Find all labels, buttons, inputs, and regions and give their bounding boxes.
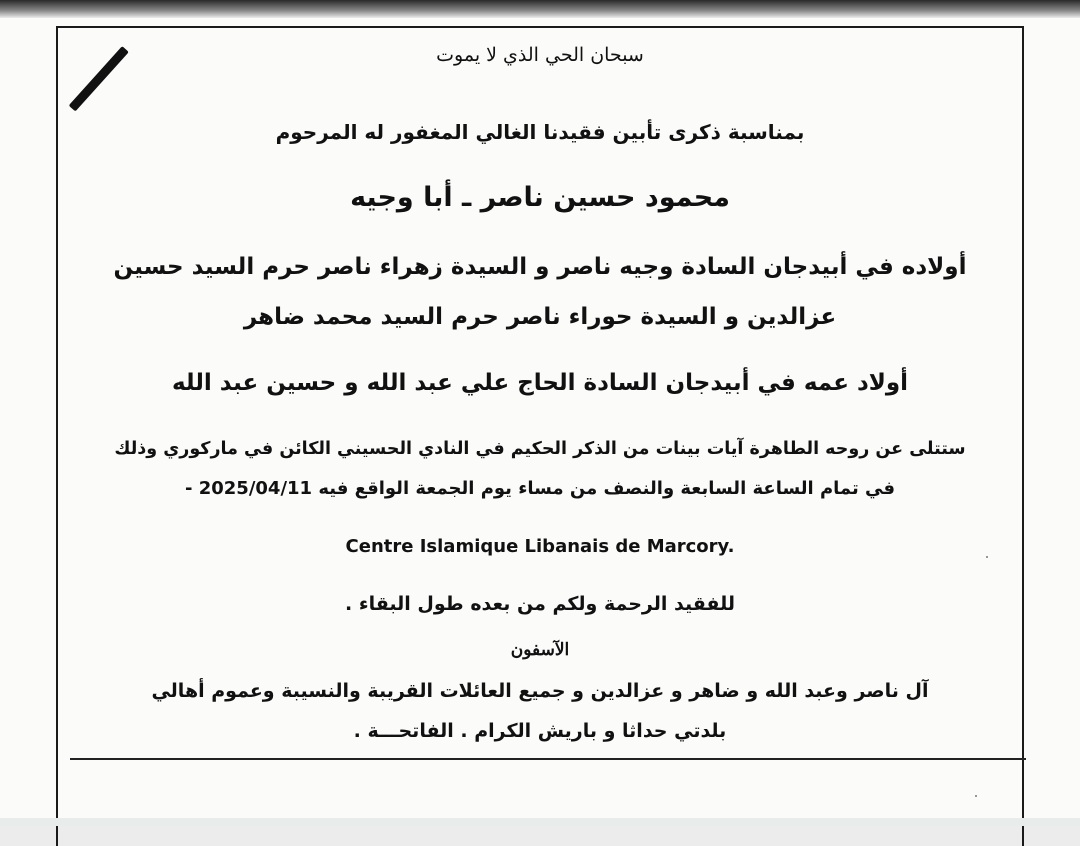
mourners-label: الآسفون: [510, 640, 570, 660]
scan-top-shadow: [0, 0, 1080, 18]
nephews-line: أولاد عمه في أبيدجان السادة الحاج علي عبد الله و حسين عبد الله: [171, 370, 909, 396]
recitation-line-1: ستتلى عن روحه الطاهرة آيات بينات من الذكر الحكيم في النادي الحسيني الكائن في ماركوري وذلك: [114, 439, 966, 459]
bottom-divider: [70, 758, 1026, 760]
families-line-2: بلدتي حداثا و باريش الكرام . الفاتحـــة .: [353, 720, 727, 742]
scan-bottom-strip: [0, 818, 1080, 826]
deceased-name: محمود حسين ناصر ـ أبا وجيه: [350, 182, 730, 213]
sons-line-1: أولاده في أبيدجان السادة وجيه ناصر و السيدة زهراء ناصر حرم السيد حسين: [113, 254, 967, 280]
centre-name: Centre Islamique Libanais de Marcory.: [345, 536, 735, 557]
recitation-line-2: في تمام الساعة السابعة والنصف من مساء يوم الجمعة الواقع فيه 2025/04/11 -: [184, 478, 896, 499]
condolence-prayer: للفقيد الرحمة ولكم من بعده طول البقاء .: [345, 593, 735, 615]
scan-speck: [986, 556, 988, 558]
header-phrase: سبحان الحي الذي لا يموت: [436, 44, 644, 66]
occasion-line: بمناسبة ذكرى تأبين فقيدنا الغالي المغفور له المرحوم: [275, 120, 805, 144]
scan-speck: [975, 795, 977, 797]
sons-line-2: عزالدين و السيدة حوراء ناصر حرم السيد محمد ضاهر: [243, 304, 837, 330]
families-line-1: آل ناصر وعبد الله و ضاهر و عزالدين و جميع العائلات القريبة والنسيبة وعموم أهالي: [151, 680, 929, 702]
